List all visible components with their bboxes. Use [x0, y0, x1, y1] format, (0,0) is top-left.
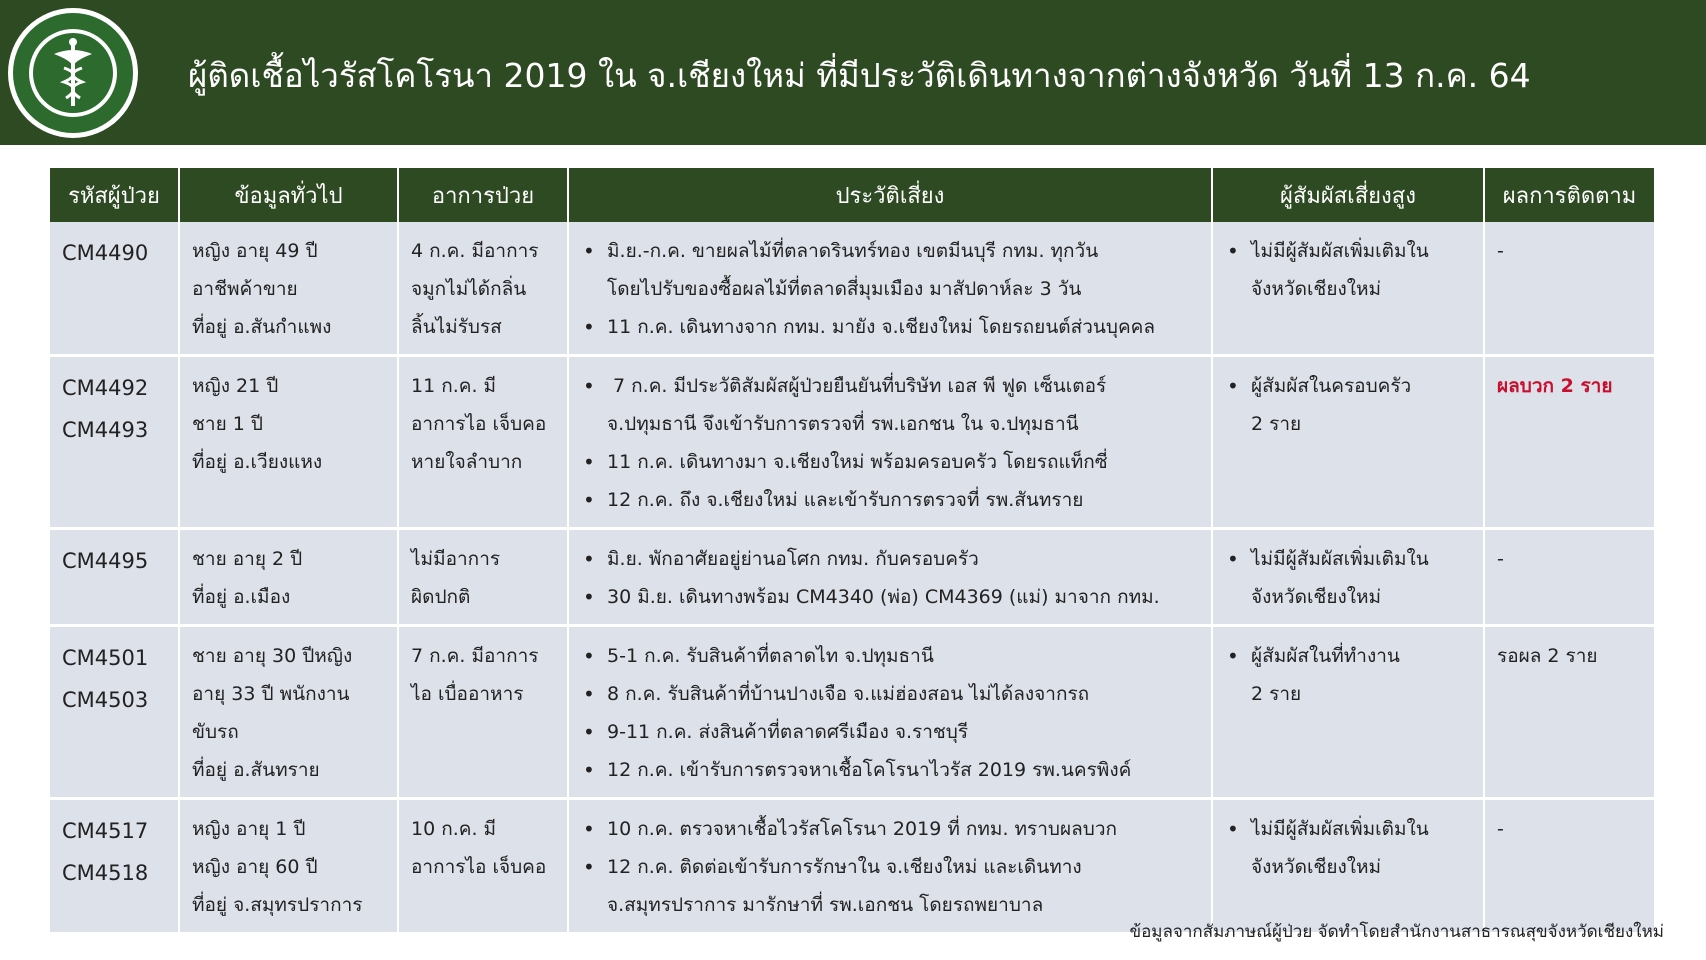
symptom-line: 4 ก.ค. มีอาการ — [411, 240, 539, 262]
symptoms-cell — [398, 222, 568, 356]
general-info-line: หญิง อายุ 60 ปี — [192, 856, 318, 878]
general-info-line: ที่อยู่ อ.เมือง — [192, 586, 291, 608]
table-row — [50, 529, 1654, 626]
followup-result: - — [1497, 548, 1504, 570]
general-info-line: หญิง อายุ 49 ปี — [192, 240, 318, 262]
followup-result: - — [1497, 240, 1504, 262]
patient-code: CM4495 — [62, 549, 149, 573]
general-info-line: ขับรถ — [192, 721, 239, 743]
symptom-line: 11 ก.ค. มี — [411, 375, 497, 397]
general-info-cell — [179, 626, 398, 799]
symptom-line: จมูกไม่ได้กลิ่น — [411, 278, 527, 300]
contact-list — [1225, 810, 1473, 886]
contact-list — [1225, 367, 1473, 443]
risk-history-item: • 7 ก.ค. มีประวัติสัมผัสผู้ป่วยยืนยันที่บริษัท เอส พี ฟูด เซ็นเตอร์ จ.ปทุมธานี จึงเข้ารับการตรวจที่ รพ.เอกชน ใน จ.ปทุมธานี — [607, 367, 1201, 443]
symptom-line: หายใจลำบาก — [411, 451, 523, 473]
column-header: รหัสผู้ป่วย — [50, 168, 179, 222]
risk-history-cell — [568, 799, 1212, 934]
high-risk-contacts-cell — [1212, 356, 1484, 529]
contact-item: • ไม่มีผู้สัมผัสเพิ่มเติมใน จังหวัดเชียงใหม่ — [1251, 540, 1473, 616]
patient-code-cell — [50, 799, 179, 934]
risk-history-item: • 8 ก.ค. รับสินค้าที่บ้านปางเจือ จ.แม่ฮ่องสอน ไม่ได้ลงจากรถ — [607, 675, 1201, 713]
risk-history-list — [581, 232, 1201, 346]
patient-code: CM4517 — [62, 819, 149, 843]
column-header: อาการป่วย — [398, 168, 568, 222]
patient-code-cell — [50, 356, 179, 529]
risk-history-list — [581, 810, 1201, 924]
patient-code-cell — [50, 222, 179, 356]
patient-code-cell — [50, 626, 179, 799]
general-info-line: ชาย อายุ 2 ปี — [192, 548, 303, 570]
column-header: ประวัติเสี่ยง — [568, 168, 1212, 222]
risk-history-item: • 30 มิ.ย. เดินทางพร้อม CM4340 (พ่อ) CM4369 (แม่) มาจาก กทม. — [607, 578, 1201, 616]
patient-code: CM4518 — [62, 861, 149, 885]
high-risk-contacts-cell — [1212, 799, 1484, 934]
followup-cell — [1484, 799, 1654, 934]
patient-code: CM4503 — [62, 688, 149, 712]
symptom-line: ลิ้นไม่รับรส — [411, 316, 502, 338]
risk-history-item: • มิ.ย.-ก.ค. ขายผลไม้ที่ตลาดรินทร์ทอง เขตมีนบุรี กทม. ทุกวัน โดยไปรับของซื้อผลไม้ที่ตลาดสี่มุมเมือง มาสัปดาห์ละ 3 วัน — [607, 232, 1201, 308]
table-row — [50, 799, 1654, 934]
followup-result: - — [1497, 818, 1504, 840]
symptom-line: อาการไอ เจ็บคอ — [411, 856, 547, 878]
symptoms-cell — [398, 356, 568, 529]
patient-code-cell — [50, 529, 179, 626]
contact-item: • ไม่มีผู้สัมผัสเพิ่มเติมใน จังหวัดเชียงใหม่ — [1251, 810, 1473, 886]
high-risk-contacts-cell — [1212, 626, 1484, 799]
high-risk-contacts-cell — [1212, 529, 1484, 626]
risk-history-item: • 5-1 ก.ค. รับสินค้าที่ตลาดไท จ.ปทุมธานี — [607, 637, 1201, 675]
risk-history-item: • 10 ก.ค. ตรวจหาเชื้อไวรัสโคโรนา 2019 ที่ กทม. ทราบผลบวก — [607, 810, 1201, 848]
contact-list — [1225, 232, 1473, 308]
general-info-line: ชาย 1 ปี — [192, 413, 263, 435]
ministry-seal-logo — [6, 6, 140, 140]
column-header: ผลการติดตาม — [1484, 168, 1654, 222]
symptoms-cell — [398, 799, 568, 934]
cases-table-container — [50, 168, 1654, 935]
patient-code: CM4493 — [62, 418, 149, 442]
patient-code: CM4492 — [62, 376, 149, 400]
high-risk-contacts-cell — [1212, 222, 1484, 356]
risk-history-list — [581, 367, 1201, 519]
table-body — [50, 222, 1654, 934]
symptom-line: อาการไอ เจ็บคอ — [411, 413, 547, 435]
symptoms-cell — [398, 626, 568, 799]
general-info-line: หญิง อายุ 1 ปี — [192, 818, 306, 840]
symptom-line: ไอ เบื่ออาหาร — [411, 683, 524, 705]
risk-history-list — [581, 540, 1201, 616]
header-banner — [0, 0, 1706, 145]
risk-history-item: • มิ.ย. พักอาศัยอยู่ย่านอโศก กทม. กับครอบครัว — [607, 540, 1201, 578]
general-info-line: อาชีพค้าขาย — [192, 278, 298, 300]
risk-history-cell — [568, 529, 1212, 626]
general-info-cell — [179, 356, 398, 529]
general-info-cell — [179, 222, 398, 356]
contact-item: • ผู้สัมผัสในครอบครัว 2 ราย — [1251, 367, 1473, 443]
general-info-line: ชาย อายุ 30 ปีหญิง — [192, 645, 353, 667]
symptom-line: 7 ก.ค. มีอาการ — [411, 645, 539, 667]
symptom-line: ผิดปกติ — [411, 586, 471, 608]
followup-result: รอผล 2 ราย — [1497, 645, 1598, 667]
risk-history-cell — [568, 222, 1212, 356]
general-info-line: ที่อยู่ อ.เวียงแหง — [192, 451, 323, 473]
table-row — [50, 222, 1654, 356]
patient-code: CM4501 — [62, 646, 149, 670]
cases-table — [50, 168, 1654, 935]
risk-history-item: • 11 ก.ค. เดินทางจาก กทม. มายัง จ.เชียงใหม่ โดยรถยนต์ส่วนบุคคล — [607, 308, 1201, 346]
contact-list — [1225, 540, 1473, 616]
symptoms-cell — [398, 529, 568, 626]
table-row — [50, 356, 1654, 529]
risk-history-item: • 9-11 ก.ค. ส่งสินค้าที่ตลาดศรีเมือง จ.ราชบุรี — [607, 713, 1201, 751]
symptom-line: 10 ก.ค. มี — [411, 818, 497, 840]
followup-cell — [1484, 626, 1654, 799]
risk-history-item: • 11 ก.ค. เดินทางมา จ.เชียงใหม่ พร้อมครอบครัว โดยรถแท็กซี่ — [607, 443, 1201, 481]
general-info-cell — [179, 799, 398, 934]
risk-history-item: • 12 ก.ค. เข้ารับการตรวจหาเชื้อโคโรนาไวรัส 2019 รพ.นครพิงค์ — [607, 751, 1201, 789]
risk-history-cell — [568, 626, 1212, 799]
contact-item: • ไม่มีผู้สัมผัสเพิ่มเติมใน จังหวัดเชียงใหม่ — [1251, 232, 1473, 308]
page-title: ผู้ติดเชื้อไวรัสโคโรนา 2019 ใน จ.เชียงใหม่ ที่มีประวัติเดินทางจากต่างจังหวัด วันที่ 13 ก.ค. 64 — [188, 56, 1531, 95]
column-header: ข้อมูลทั่วไป — [179, 168, 398, 222]
table-row — [50, 626, 1654, 799]
source-note: ข้อมูลจากสัมภาษณ์ผู้ป่วย จัดทำโดยสำนักงานสาธารณสุขจังหวัดเชียงใหม่ — [1129, 922, 1664, 942]
risk-history-cell — [568, 356, 1212, 529]
general-info-line: ที่อยู่ จ.สมุทรปราการ — [192, 894, 363, 916]
risk-history-item: • 12 ก.ค. ถึง จ.เชียงใหม่ และเข้ารับการตรวจที่ รพ.สันทราย — [607, 481, 1201, 519]
risk-history-item: • 12 ก.ค. ติดต่อเข้ารับการรักษาใน จ.เชียงใหม่ และเดินทาง จ.สมุทรปราการ มารักษาที่ รพ.เอกชน โดยรถพยาบาล — [607, 848, 1201, 924]
contact-item: • ผู้สัมผัสในที่ทำงาน 2 ราย — [1251, 637, 1473, 713]
general-info-line: หญิง 21 ปี — [192, 375, 279, 397]
followup-result: ผลบวก 2 ราย — [1497, 375, 1613, 397]
followup-cell — [1484, 529, 1654, 626]
followup-cell — [1484, 222, 1654, 356]
general-info-line: ที่อยู่ อ.สันทราย — [192, 759, 320, 781]
general-info-line: ที่อยู่ อ.สันกำแพง — [192, 316, 332, 338]
column-header: ผู้สัมผัสเสี่ยงสูง — [1212, 168, 1484, 222]
symptom-line: ไม่มีอาการ — [411, 548, 501, 570]
followup-cell — [1484, 356, 1654, 529]
general-info-line: อายุ 33 ปี พนักงาน — [192, 683, 350, 705]
contact-list — [1225, 637, 1473, 713]
risk-history-list — [581, 637, 1201, 789]
table-header-row — [50, 168, 1654, 222]
patient-code: CM4490 — [62, 241, 149, 265]
general-info-cell — [179, 529, 398, 626]
